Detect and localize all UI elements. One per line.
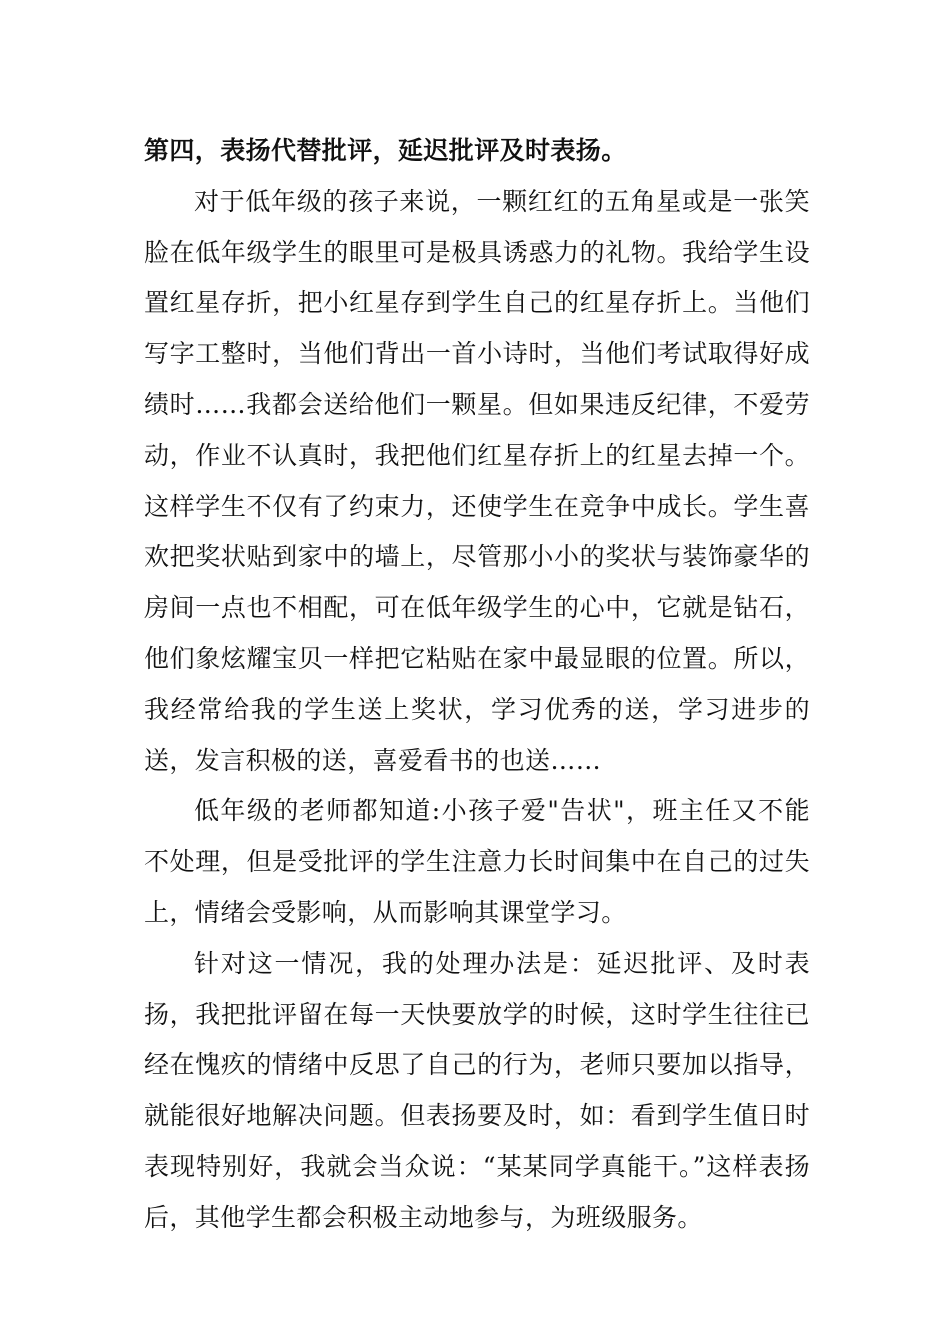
paragraph-delayed-criticism: 针对这一情况，我的处理办法是：延迟批评、及时表扬，我把批评留在每一天快要放学的时候，这时学生往往已经在愧疚的情绪中反思了自己的行为，老师只要加以指导，就能很好地解决问题。但表扬要及时，如：看到学生值日时表现特别好，我就会当众说：“某某同学真能干。”这样表扬后，其他学生都会积极主动地参与，为班级服务。: [144, 948, 810, 1232]
section-heading: 第四，表扬代替批评，延迟批评及时表扬。: [144, 136, 627, 165]
document-page: [144, 126, 810, 1244]
paragraph-red-star: 对于低年级的孩子来说，一颗红红的五角星或是一张笑脸在低年级学生的眼里可是极具诱惑力的礼物。我给学生设置红星存折，把小红星存到学生自己的红星存折上。当他们写字工整时，当他们背出一首小诗时，当他们考试取得好成绩时……我都会送给他们一颗星。但如果违反纪律，不爱劳动，作业不认真时，我把他们红星存折上的红星去掉一个。这样学生不仅有了约束力，还使学生在竞争中成长。学生喜欢把奖状贴到家中的墙上，尽管那小小的奖状与装饰豪华的房间一点也不相配，可在低年级学生的心中，它就是钻石，他们象炫耀宝贝一样把它粘贴在家中最显眼的位置。所以，我经常给我的学生送上奖状，学习优秀的送，学习进步的送，发言积极的送，喜爱看书的也送……: [144, 186, 810, 775]
paragraph-tattling: 低年级的老师都知道:小孩子爱"告状"，班主任又不能不处理，但是受批评的学生注意力长时间集中在自己的过失上，情绪会受影响，从而影响其课堂学习。: [144, 796, 810, 927]
